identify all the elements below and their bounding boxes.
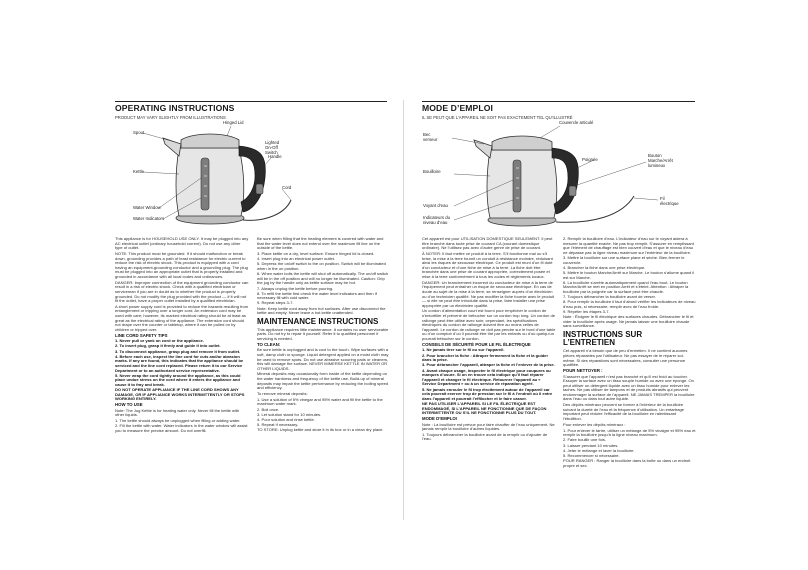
paragraph: TO STORE: Unplug kettle and store it in its box or in a clean dry place. <box>257 427 384 433</box>
page-title: MODE D’EMPLOI <box>422 103 494 113</box>
paragraph: Un cordon d’alimentation court est fourni pour empêcher le cordon de s’entortiller et prévenir de trébucher sur un cordon trop long. Un cordon de rallonge peut être utilisé avec soin; cependant, les spécifications électriques du cordon de rallonge doivent être au moins celles de l’appareil. Le cordon de rallonge ne doit pas pendre sur le bord d’une table ou d’un comptoir d’où il pourrait être tiré par les enfants ou d’où quelqu’un pourrait trébucher sur le cordon. <box>422 308 556 342</box>
label-cord: Cord <box>282 185 292 190</box>
label-bec-1: Bec <box>423 132 431 137</box>
paragraph: To remove mineral deposits: <box>257 391 308 397</box>
how-to-use-list <box>422 433 556 442</box>
list-item: 5. Depress the on/off switch to the on position. Switch will be illuminated when in the on position. <box>257 261 386 271</box>
section-heading: POUR NETTOYER : <box>563 368 603 374</box>
list-item: 9. Repeat steps 3-7. <box>257 300 294 306</box>
label-kettle: Kettle <box>133 169 144 174</box>
list-item: 9. Répéter les étapes 3-7. <box>563 309 610 315</box>
french-column-1 <box>422 237 556 443</box>
english-page <box>0 0 403 570</box>
list-item: 5. Recommencer si nécessaire. <box>563 452 620 458</box>
list-item: 5. Never wrap the cord tightly around the appliance, as this could place undue stress on the cord where it enters the appliance and cause it to fray and break. <box>115 372 241 387</box>
list-item: 1. Use a solution of 5% vinegar and 95% water and fill the kettle to the maximum water mark. <box>257 396 383 407</box>
label-lighted-switch-1: Lighted <box>265 140 280 145</box>
page-title: OPERATING INSTRUCTIONS <box>115 103 235 113</box>
warning: NE PAS UTILISER L’APPAREIL SI LE FIL ÉLECTRIQUE EST ENDOMMAGÉ, SI L’APPAREIL NE FONCTIONNE QUE DE FAÇON INTERMITTENTE OU S’IL NE FONCTIONNE PLUS DU TOUT. <box>422 400 547 416</box>
section-heading: TO CLEAN: <box>257 342 281 348</box>
paragraph: Des dépôts minéraux peuvent se former à l’intérieur de la bouilloire suivant la dureté de l’eau et la fréquence d’utilisation. Un entartrage important peut réduire l’efficacité de la bouilloire en ralentissant l’ébullition. <box>563 402 685 422</box>
list-item: 3. Let solution stand for 10 minutes. <box>257 411 322 417</box>
list-item: 6. La bouilloire s’arrête automatiquement quand l’eau bout. Le bouton Marche/Arrêt se met en position Arrêt et s’éteint. Attention : Attraper la bouilloire par la poignée car la surface peut être chaude. <box>563 279 689 294</box>
paragraph: À NOTER: Il faut mettre ce produit à la terre. S’il fonctionne mal ou s’il brise, la mise à la terre fournit un conduit à résistance moindre, réduisant ainsi les risques de secousse électrique. Ce produit est muni d’un fil doté d’un conducteur et d’une fiche de mise à la terre. La fiche doit être branchée dans une prise de courant appropriée, correctement posée et mise à la terre conformément à tous les codes et règlements locaux. <box>422 250 553 279</box>
french-page <box>404 0 808 570</box>
section-title: INSTRUCTIONS SUR L’ENTRETIEN <box>563 330 643 348</box>
paragraph: Note : La bouilloire est prévue pour faire chauffer de l’eau uniquement. Ne jamais remplir la bouilloire d’autres liquides. <box>422 421 555 432</box>
label-bouton-1: Bouton <box>648 153 662 158</box>
warning: DO NOT OPERATE APPLIANCE IF THE LINE CORD SHOWS ANY DAMAGE, OR IF APPLIANCE WORKS INTERMITTENTLY OR STOPS WORKING ENTIRELY. <box>115 387 245 402</box>
section-heading: CONSEILS DE SÉCURITÉ POUR LE FIL ÉLECTRIQUE <box>422 342 531 348</box>
paragraph: POUR RANGER : Ranger la bouilloire dans la boîte ou dans un endroit propre et sec. <box>563 458 691 468</box>
list-item: 1. The kettle should always be unplugged when filling or adding water. <box>115 418 241 424</box>
section-heading: LINE CORD SAFETY TIPS <box>115 332 168 338</box>
paragraph: Note : Éloigner le fil électrique des surfaces chaudes. Débrancher le fil et vider la bouilloire après usage. Ne jamais laisser une bouilloire chaude sans surveillance. <box>563 314 694 329</box>
section-heading: HOW TO USE <box>115 402 143 408</box>
kettle-illustration <box>422 120 695 230</box>
how-to-use-list-continued <box>563 237 696 315</box>
list-item: 4. Avant chaque usage, inspecter le fil électrique pour coupures ou marques d’usure. Si on en trouve cela indique qu’il faut réparer l’appareil et changer le fil électrique. Retourner l’appareil au « Service Department » ou à un service de réparation agréé. <box>422 367 551 387</box>
label-voyant: Voyant d’eau <box>423 203 448 208</box>
label-hinged-lid: Hinged Lid <box>223 120 244 125</box>
list-item: 3. Pour débrancher l’appareil, attraper la fiche et l’enlever de la prise. <box>422 362 555 368</box>
label-couvercle: Couvercle articulé <box>559 120 594 125</box>
label-bouilloire: Bouilloire <box>423 169 441 174</box>
list-item: 1. Never pull or yank on cord or the appliance. <box>115 338 204 344</box>
how-to-use-list <box>115 419 249 433</box>
list-item: 3. To disconnect appliance, grasp plug and remove it from outlet. <box>115 348 241 354</box>
paragraph: Note: Keep kettle cord away from hot surfaces. After use disconnect the kettle and empty. Never leave a hot kettle unattended. <box>257 305 386 316</box>
paragraph: DANGER: Improper connection of the equipment grounding conductor can result in a risk of electric shock. Check with a qualified electrician or serviceman if you are in doubt as to whether the product is properly grounded. Do not modify the plug provided with the product — if it will not fit the outlet, have a proper outlet installed by a qualified electrician. <box>115 279 249 304</box>
list-item: 5. Mettre le bouton Marche/Arrêt sur Marche. Le bouton s’allume quand il est sur Marche. <box>563 269 695 280</box>
label-bec-2: verseur <box>423 137 438 142</box>
list-item: 1. Toujours débrancher la bouilloire avant de la remplir ou d’ajouter de l’eau. <box>422 431 548 442</box>
paragraph: DANGER: Un branchement incorrect du conducteur de mise à la terre de l’équipement peut entraîner un risque de secousse électrique. En cas de doute au sujet de la mise à la terre, se renseigner auprès d’un électricien ou d’un technicien qualifié. Ne pas modifier la fiche fournie avec le produit — si elle ne peut être introduite dans la prise, faire installer une prise appropriée par un électricien qualifié. <box>422 279 555 308</box>
descaling-list <box>257 398 389 428</box>
label-lighted-switch-3: Switch <box>265 150 278 155</box>
label-bouton-2: Marche/Arrêt <box>648 158 673 163</box>
label-poignee: Poignée <box>582 157 598 162</box>
label-indicateurs-1: Indicateurs du <box>423 215 450 220</box>
label-spout: Spout <box>133 130 145 135</box>
how-to-use-list-continued <box>257 252 389 306</box>
list-item: 2. Pour brancher la fiche : Attraper fermement la fiche et la guider dans la prise. <box>422 352 549 363</box>
list-item: 7. Toujours débrancher la bouilloire avant de verser. <box>563 294 656 300</box>
paragraph: Pour enlever les dépôts minéraux : <box>563 421 626 427</box>
section-heading: MODE D’EMPLOI <box>422 416 457 422</box>
list-item: 4. Insert plug into an electrical power outlet. <box>257 256 336 262</box>
paragraph: Cet appareil est pour UTILISATION DOMESTIQUE SEULEMENT. Il peut être branché dans toute prise de courant CA (courant domestique ordinaire). Ne l’utilisez pas avec d’autre genre de prise de courant. <box>422 236 553 251</box>
label-water-window: Water Window <box>133 205 161 210</box>
page-subtitle: PRODUCT MAY VARY SLIGHTLY FROM ILLUSTRATIONS <box>115 115 226 120</box>
list-item: 8. To refill the kettle first check the water level indicators and then if necessary fill with cold water. <box>257 290 377 301</box>
label-indicateurs-2: niveau d’eau <box>423 220 448 225</box>
list-item: 5. Repeat if necessary. <box>257 422 299 428</box>
list-item: 4. Jeter le mélange et laver la bouilloire. <box>563 447 635 453</box>
list-item: 8. Pour remplir la bouilloire il faut d’abord vérifier les indicateurs de niveau d’eau puis, si nécessaire, remplir avec de l’eau froide. <box>563 299 696 309</box>
kettle-illustration <box>115 118 387 230</box>
label-handle: Handle <box>268 154 282 159</box>
list-item: 5. Ne jamais enrouler le fil trop étroitement autour de l’appareil car cela pourrait exercer trop de pression sur le fil à l’endroit où il entre dans l’appareil et pourrait l’effilocher et le faire casser. <box>422 386 553 401</box>
list-item: 3. Place kettle on a dry, level surface. Ensure hinged lid is closed. <box>257 250 375 256</box>
paragraph: This appliance is for HOUSEHOLD USE ONLY. It may be plugged into any AC electrical outlet (ordinary household current). Do not use any other type of outlet. <box>115 236 249 251</box>
label-fil-2: électrique <box>660 201 679 206</box>
list-item: 1. Ne jamais tirer sur le fil ou sur l’appareil. <box>422 347 505 353</box>
list-item: 1. Pour enlever le tartre, utiliser un mélange de 5% vinaigre et 95% eau et remplir la bouilloire jusqu’à la ligne niveau maximum. <box>563 427 696 438</box>
list-item: 2. Boil once. <box>257 406 280 412</box>
list-item: 3. Mettre la bouilloire sur une surface plane et sèche. Bien fermer le couvercle. <box>563 254 685 265</box>
english-column-2 <box>257 237 389 434</box>
list-item: 2. To insert plug, grasp it firmly and guide it into outlet. <box>115 343 221 349</box>
section-title: MAINTENANCE INSTRUCTIONS <box>257 316 379 326</box>
paragraph: A short power supply cord is provided to reduce the hazards resulting from entanglement or tripping over a longer cord. An extension cord may be used with care; however, its marked electrical rating should be at least as great as the electrical rating of the appliance. The extension cord should not drape over the counter or tabletop, where it can be pulled on by children or tripped over. <box>115 303 249 332</box>
label-lighted-switch-2: On-Off <box>265 145 278 150</box>
list-item: 2. Faire bouillir une fois. <box>563 437 606 443</box>
paragraph: Note: The Jug Kettle is for heating water only. Never fill the kettle with other liquids. <box>115 407 240 418</box>
paragraph: NOTE: This product must be grounded. If it should malfunction or break down, grounding provides a path of least resistance for electric current to reduce the risk of electric shock. This product is equipped with a cord having an equipment-grounding conductor and a grounding plug. The plug must be plugged into an appropriate outlet that is properly installed and grounded in accordance with all local codes and ordinances. <box>115 250 248 279</box>
english-column-1 <box>115 237 249 434</box>
list-item: 3. Laisser pendant 10 minutes. <box>563 442 619 448</box>
cord-safety-list <box>115 339 249 387</box>
list-item: 4. Brancher la fiche dans une prise électrique. <box>563 264 646 270</box>
list-item: 4. Before each use, inspect the line cord for cuts and/or abrasion marks. If any are found, this indicates that the appliance should be serviced and the line cord replaced. Please return it to our Service Department or to an authorized service representative. <box>115 353 244 373</box>
list-item: 7. Always unplug the kettle before pouring. <box>257 285 334 291</box>
paragraph: Be sure kettle is unplugged and is cool to the touch. Wipe surfaces with a soft, damp cloth or sponge. Liquid detergent applied on a moist cloth may be used to remove spots. Do not use abrasive scouring pads or cleaners, this will damage the surface. NEVER IMMERSE KETTLE IN WATER OR OTHER LIQUIDS. <box>257 347 389 371</box>
paragraph: Cet appareil n’a besoin que de peu d’entretien. Il ne contient aucunes pièces réparables par l’utilisateur. Ne pas essayer de le réparer soi-même. Si des réparations sont nécessaires, consulter une personne qualifiée. <box>563 348 688 368</box>
paragraph: S’assurer que l’appareil n’est pas branché et qu’il est froid au toucher. Essuyer la surface avec un tissu souple humide ou avec une éponge. On peut utiliser un détergent liquide avec un tissu humide pour enlever les taches. Ne pas utiliser de tampons et de produits abrasifs qui peuvent endommager la surface de l’appareil. NE JAMAIS TREMPER la bouilloire dans l’eau ou dans tout autre liquide. <box>563 373 695 402</box>
french-column-2 <box>563 237 696 470</box>
list-item: 4. Pour solution and rinse kettle. <box>257 416 315 422</box>
label-water-indicators: Water Indicators <box>133 216 165 221</box>
list-item: 6. When water boils the kettle will shut off automatically. The on/off switch will be in the off position and will no longer be illuminated. Caution: Grip the jug by the handle only as kettle surface may be hot. <box>257 271 389 286</box>
cord-safety-list <box>422 348 556 401</box>
page-subtitle: IL SE PEUT QUE L’APPAREIL NE SOIT PAS EXACTEMENT TEL QU’ILLUSTRÉ <box>422 115 573 120</box>
descaling-list <box>563 429 696 459</box>
paragraph: Be sure when filling that the heating element is covered with water and that the water level does not extend over the maximum fill line on the outside of the kettle. <box>257 236 384 251</box>
label-fil-1: Fil <box>660 196 665 201</box>
paragraph: This appliance requires little maintenance. It contains no user serviceable parts. Do not try to repair it yourself. Refer it to qualified personnel if servicing is needed. <box>257 326 389 341</box>
list-item: 2. Remplir la bouilloire d’eau. L’indicateur d’eau sur le voyant aidera à mesurer la quantité exacte. Ne pas trop remplir. S’assurer en remplissant que l’élément de chauffage est bien couvert d’eau et que le niveau d’eau ne dépasse pas la ligne niveau maximum sur l’extérieur de la bouilloire. <box>563 236 694 255</box>
paragraph: Mineral deposits may occasionally form inside of the kettle depending on the water hardness and frequency of the kettle use. Build-up of mineral deposits may impair the kettle performance by reducing the boiling speed and efficiency. <box>257 371 389 391</box>
label-bouton-3: lumineux <box>648 163 666 168</box>
list-item: 2. Fill the kettle with water. Water indicators in the water window will assist you to measure the precise amount. Do not overfill. <box>115 423 248 433</box>
